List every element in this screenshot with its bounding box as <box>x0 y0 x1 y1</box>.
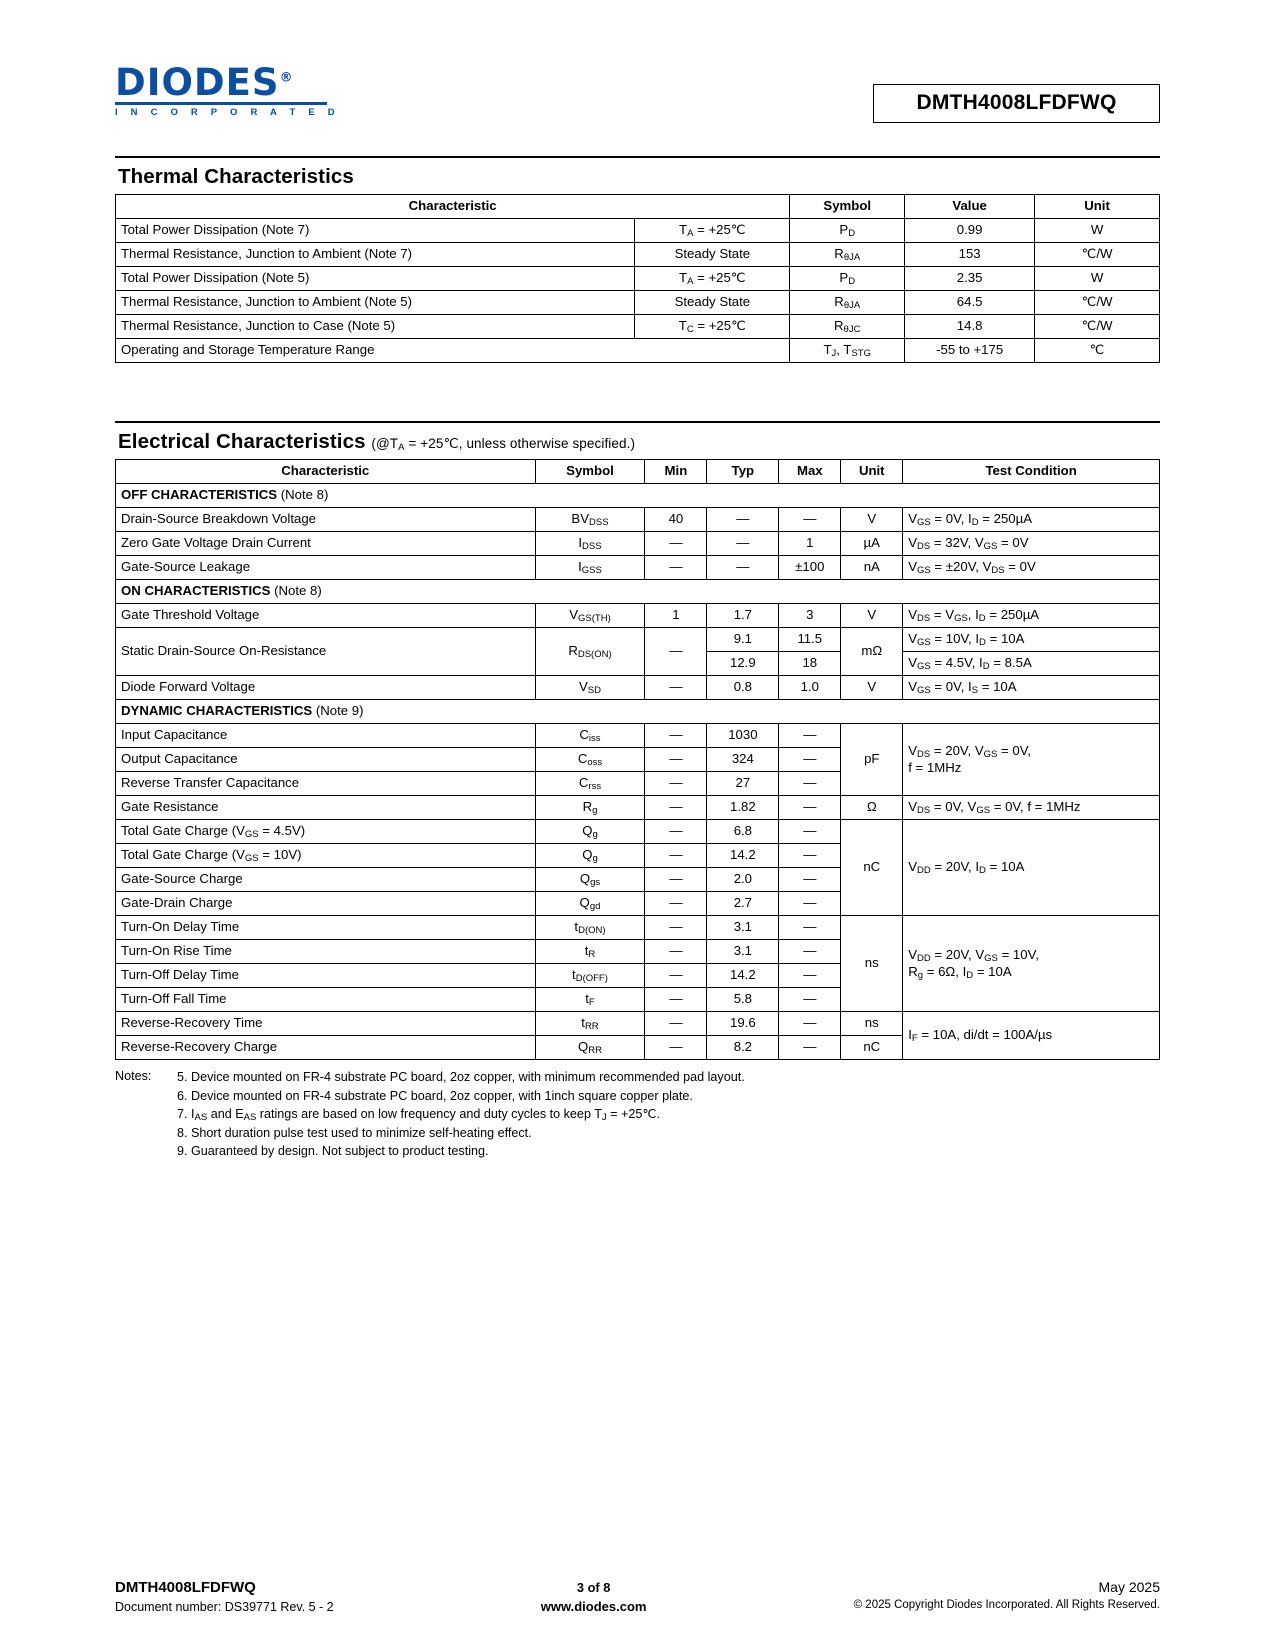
cell-max: 1 <box>779 532 841 556</box>
cell-unit: ℃/W <box>1035 291 1160 315</box>
group-label <box>116 484 1160 508</box>
cell-min: — <box>645 532 707 556</box>
group-note-text: (Note 9) <box>312 703 364 719</box>
cell-condition: Steady State <box>635 243 790 267</box>
electrical-title-text: Electrical Characteristics <box>118 430 366 453</box>
footer-part-number: DMTH4008LFDFWQ <box>115 1579 256 1596</box>
cell-test-condition: $V_{DD} = 20V$, $V_{GS} = 10V$, $R_g = 6\Omega$, $I_D = 10A$ <box>903 916 1160 1012</box>
cell-min: — <box>645 772 707 796</box>
cell-symbol: $I_{DSS}$ <box>535 532 645 556</box>
cell-unit: pF <box>841 724 903 796</box>
cell-min: — <box>645 988 707 1012</box>
table-row <box>116 820 1160 844</box>
cell-max: — <box>779 964 841 988</box>
cell-max: — <box>779 892 841 916</box>
cell-characteristic: Reverse Transfer Capacitance <box>116 772 536 796</box>
notes-section <box>115 1069 1160 1162</box>
table-row <box>116 243 1160 267</box>
cell-unit: ℃/W <box>1035 243 1160 267</box>
cell-typ: 1030 <box>707 724 779 748</box>
cell-characteristic: Turn-Off Delay Time <box>116 964 536 988</box>
cell-test-condition: $V_{DS} = V_{GS}$, $I_D = 250\mu A$ <box>903 604 1160 628</box>
table-row <box>116 724 1160 748</box>
cell-typ: 1.7 <box>707 604 779 628</box>
table-row <box>116 532 1160 556</box>
table-row <box>116 267 1160 291</box>
cell-characteristic: Static Drain-Source On-Resistance <box>116 628 536 676</box>
group-label-text: DYNAMIC CHARACTERISTICS <box>121 703 313 719</box>
cell-unit: nC <box>841 820 903 916</box>
cell-unit: ns <box>841 916 903 1012</box>
cell-max: — <box>779 796 841 820</box>
group-header-off-characteristics <box>116 484 1160 508</box>
cell-characteristic: Gate-Source Charge <box>116 868 536 892</box>
cell-value: 153 <box>905 243 1035 267</box>
cell-typ: 0.8 <box>707 676 779 700</box>
cell-max: — <box>779 724 841 748</box>
cell-unit: V <box>841 604 903 628</box>
cell-min: — <box>645 892 707 916</box>
cell-typ: 2.7 <box>707 892 779 916</box>
cell-test-condition: $V_{GS} = 0V$, $I_D = 250\mu A$ <box>903 508 1160 532</box>
cell-condition: $T_A$ = +25℃ <box>635 219 790 243</box>
cell-characteristic: Turn-On Rise Time <box>116 940 536 964</box>
logo-main-text: DIODES <box>115 61 280 104</box>
cell-condition: $T_C$ = +25℃ <box>635 315 790 339</box>
cell-characteristic: Drain-Source Breakdown Voltage <box>116 508 536 532</box>
group-note-text: (Note 8) <box>270 583 322 599</box>
cell-symbol: $t_R$ <box>535 940 645 964</box>
column-header-unit: Unit <box>841 460 903 484</box>
cell-typ: 8.2 <box>707 1036 779 1060</box>
cell-value: -55 to +175 <box>905 339 1035 363</box>
cell-characteristic: Gate Resistance <box>116 796 536 820</box>
table-row <box>116 1012 1160 1036</box>
column-header-max: Max <box>779 460 841 484</box>
cell-max: — <box>779 940 841 964</box>
cell-unit: ns <box>841 1012 903 1036</box>
footer-document-number: Document number: DS39771 Rev. 5 - 2 <box>115 1600 334 1614</box>
table-row <box>116 315 1160 339</box>
cell-typ: 12.9 <box>707 652 779 676</box>
cell-min: — <box>645 676 707 700</box>
cell-unit: ℃/W <box>1035 315 1160 339</box>
footer-left <box>115 1579 334 1614</box>
cell-symbol: $T_J$, $T_{STG}$ <box>790 339 905 363</box>
cell-characteristic: Reverse-Recovery Charge <box>116 1036 536 1060</box>
group-label-text: OFF CHARACTERISTICS <box>121 487 278 503</box>
cell-typ: 14.2 <box>707 844 779 868</box>
cell-symbol: $P_D$ <box>790 267 905 291</box>
electrical-title-condition: ($@T_A$ = +25℃, unless otherwise specified.) <box>371 436 636 453</box>
list-item: 9. Guaranteed by design. Not subject to product testing. <box>177 1144 489 1158</box>
footer-center <box>541 1580 647 1614</box>
cell-typ: — <box>707 508 779 532</box>
logo-subtext: I N C O R P O R A T E D <box>115 107 340 118</box>
cell-symbol: $R_{\theta JC}$ <box>790 315 905 339</box>
footer-website-link[interactable]: www.diodes.com <box>540 1599 647 1614</box>
cell-symbol: $R_{\theta JA}$ <box>790 243 905 267</box>
cell-characteristic: Total Power Dissipation (Note 7) <box>116 219 635 243</box>
cell-typ: — <box>707 532 779 556</box>
cell-value: 14.8 <box>905 315 1035 339</box>
cell-characteristic: Operating and Storage Temperature Range <box>116 339 790 363</box>
cell-max: — <box>779 1036 841 1060</box>
cell-characteristic: Gate Threshold Voltage <box>116 604 536 628</box>
cell-symbol: $R_g$ <box>535 796 645 820</box>
table-row <box>116 339 1160 363</box>
cell-max: — <box>779 508 841 532</box>
cell-min: — <box>645 724 707 748</box>
cell-max: — <box>779 868 841 892</box>
table-row <box>116 291 1160 315</box>
cell-characteristic: Turn-On Delay Time <box>116 916 536 940</box>
table-header-row <box>116 195 1160 219</box>
cell-symbol: $R_{DS(ON)}$ <box>535 628 645 676</box>
notes-list <box>177 1069 745 1162</box>
cell-min: 40 <box>645 508 707 532</box>
group-header-on-characteristics <box>116 580 1160 604</box>
logo-wordmark <box>115 61 294 104</box>
cell-value: 0.99 <box>905 219 1035 243</box>
cell-test-condition: $I_F = 10A$, di/dt = 100A/µs <box>903 1012 1160 1060</box>
cell-value: 64.5 <box>905 291 1035 315</box>
group-note-text: (Note 8) <box>277 487 329 503</box>
column-header-typ: Typ <box>707 460 779 484</box>
cell-min: — <box>645 556 707 580</box>
cell-symbol: $Q_{RR}$ <box>535 1036 645 1060</box>
table-row <box>116 508 1160 532</box>
cell-max: — <box>779 1012 841 1036</box>
cell-max: — <box>779 988 841 1012</box>
cell-condition: $T_A$ = +25℃ <box>635 267 790 291</box>
cell-test-condition: $V_{GS} = 0V$, $I_S = 10A$ <box>903 676 1160 700</box>
column-header-test-condition: Test Condition <box>903 460 1160 484</box>
cell-typ: 1.82 <box>707 796 779 820</box>
cell-characteristic: Gate-Drain Charge <box>116 892 536 916</box>
cell-characteristic: Thermal Resistance, Junction to Ambient (Note 5) <box>116 291 635 315</box>
cell-min: — <box>645 844 707 868</box>
footer-copyright: © 2025 Copyright Diodes Incorporated. All Rights Reserved. <box>853 1599 1160 1611</box>
cell-condition: Steady State <box>635 291 790 315</box>
cell-typ: 3.1 <box>707 916 779 940</box>
cell-symbol: $t_{RR}$ <box>535 1012 645 1036</box>
cell-unit: Ω <box>841 796 903 820</box>
cell-symbol: $t_F$ <box>535 988 645 1012</box>
cell-min: — <box>645 820 707 844</box>
cell-min: — <box>645 964 707 988</box>
diodes-logo <box>115 61 340 118</box>
cell-max: — <box>779 772 841 796</box>
cell-min: — <box>645 796 707 820</box>
cell-symbol: $C_{rss}$ <box>535 772 645 796</box>
cell-unit: nA <box>841 556 903 580</box>
cell-min: 1 <box>645 604 707 628</box>
column-header-symbol: Symbol <box>790 195 905 219</box>
list-item: 5. Device mounted on FR-4 substrate PC board, 2oz copper, with minimum recommended pad layout. <box>177 1070 745 1084</box>
cell-characteristic: Turn-Off Fall Time <box>116 988 536 1012</box>
cell-symbol: $Q_g$ <box>535 820 645 844</box>
cell-characteristic: Zero Gate Voltage Drain Current <box>116 532 536 556</box>
cell-test-condition: $V_{GS} = \pm 20V$, $V_{DS} = 0V$ <box>903 556 1160 580</box>
cell-typ: 2.0 <box>707 868 779 892</box>
table-header-row <box>116 460 1160 484</box>
cell-characteristic: Reverse-Recovery Time <box>116 1012 536 1036</box>
table-row <box>116 556 1160 580</box>
cell-max: 3 <box>779 604 841 628</box>
cell-test-condition: $V_{DD} = 20V$, $I_D = 10A$ <box>903 820 1160 916</box>
thermal-section-title: Thermal Characteristics <box>118 165 354 188</box>
table-row <box>116 916 1160 940</box>
electrical-section-rule <box>115 421 1160 423</box>
cell-max: 11.5 <box>779 628 841 652</box>
electrical-characteristics-table <box>115 459 1160 1060</box>
cell-typ: 5.8 <box>707 988 779 1012</box>
table-row <box>116 628 1160 652</box>
cell-min: — <box>645 868 707 892</box>
cell-typ: 19.6 <box>707 1012 779 1036</box>
cell-typ: 14.2 <box>707 964 779 988</box>
group-header-dynamic-characteristics <box>116 700 1160 724</box>
table-row <box>116 676 1160 700</box>
cell-typ: 9.1 <box>707 628 779 652</box>
cell-unit: ℃ <box>1035 339 1160 363</box>
cell-unit: V <box>841 676 903 700</box>
notes-label: Notes: <box>115 1069 152 1083</box>
cell-typ: 27 <box>707 772 779 796</box>
cell-characteristic: Input Capacitance <box>116 724 536 748</box>
cell-symbol: $C_{oss}$ <box>535 748 645 772</box>
cell-max: — <box>779 916 841 940</box>
cell-typ: — <box>707 556 779 580</box>
group-label <box>116 580 1160 604</box>
cell-characteristic: Diode Forward Voltage <box>116 676 536 700</box>
cell-symbol: $Q_{gs}$ <box>535 868 645 892</box>
part-number-box: DMTH4008LFDFWQ <box>873 84 1160 123</box>
column-header-characteristic: Characteristic <box>116 460 536 484</box>
table-row <box>116 796 1160 820</box>
group-label <box>116 700 1160 724</box>
cell-test-condition: $V_{DS} = 20V$, $V_{GS} = 0V$, f = 1MHz <box>903 724 1160 796</box>
list-item: 8. Short duration pulse test used to minimize self-heating effect. <box>177 1125 532 1140</box>
cell-min: — <box>645 1036 707 1060</box>
cell-max: — <box>779 748 841 772</box>
registered-trademark-icon: ® <box>279 70 294 86</box>
cell-max: 1.0 <box>779 676 841 700</box>
cell-symbol: $Q_{gd}$ <box>535 892 645 916</box>
cell-symbol: $t_{D(ON)}$ <box>535 916 645 940</box>
footer-row <box>115 1579 1160 1614</box>
cell-typ: 324 <box>707 748 779 772</box>
cell-test-condition: $V_{DS} = 32V$, $V_{GS} = 0V$ <box>903 532 1160 556</box>
cell-symbol: $R_{\theta JA}$ <box>790 291 905 315</box>
column-header-value: Value <box>905 195 1035 219</box>
cell-max: 18 <box>779 652 841 676</box>
cell-min: — <box>645 748 707 772</box>
cell-characteristic: Total Power Dissipation (Note 5) <box>116 267 635 291</box>
footer-page-number: 3 of 8 <box>576 1580 611 1595</box>
cell-test-condition: $V_{GS} = 10V$, $I_D = 10A$ <box>903 628 1160 652</box>
cell-test-condition: $V_{DS} = 0V$, $V_{GS} = 0V$, f = 1MHz <box>903 796 1160 820</box>
cell-characteristic: Thermal Resistance, Junction to Ambient (Note 7) <box>116 243 635 267</box>
cell-min: — <box>645 628 707 676</box>
page-header <box>115 50 1160 130</box>
cell-max: — <box>779 844 841 868</box>
cell-min: — <box>645 1012 707 1036</box>
cell-unit: W <box>1035 267 1160 291</box>
column-header-min: Min <box>645 460 707 484</box>
cell-min: — <box>645 940 707 964</box>
cell-test-condition: $V_{GS} = 4.5V$, $I_D = 8.5A$ <box>903 652 1160 676</box>
footer-date: May 2025 <box>1098 1579 1160 1595</box>
cell-characteristic: Output Capacitance <box>116 748 536 772</box>
thermal-section-rule <box>115 156 1160 158</box>
table-row <box>116 604 1160 628</box>
column-header-symbol: Symbol <box>535 460 645 484</box>
cell-characteristic: Total Gate Charge $(V_{GS} = 10V)$ <box>116 844 536 868</box>
cell-unit: µA <box>841 532 903 556</box>
cell-max: — <box>779 820 841 844</box>
list-item: 7. $I_{AS}$ and $E_{AS}$ ratings are based on low frequency and duty cycles to keep $T_J$ = +25℃. <box>177 1107 661 1123</box>
cell-unit: nC <box>841 1036 903 1060</box>
cell-symbol: $C_{iss}$ <box>535 724 645 748</box>
table-row <box>116 219 1160 243</box>
cell-symbol: $V_{SD}$ <box>535 676 645 700</box>
cell-characteristic: Total Gate Charge $(V_{GS} = 4.5V)$ <box>116 820 536 844</box>
thermal-characteristics-table <box>115 194 1160 363</box>
cell-symbol: $Q_g$ <box>535 844 645 868</box>
cell-characteristic: Thermal Resistance, Junction to Case (Note 5) <box>116 315 635 339</box>
cell-typ: 6.8 <box>707 820 779 844</box>
footer-right <box>854 1579 1160 1611</box>
cell-symbol: $V_{GS(TH)}$ <box>535 604 645 628</box>
cell-unit: mΩ <box>841 628 903 676</box>
cell-symbol: $I_{GSS}$ <box>535 556 645 580</box>
cell-max: ±100 <box>779 556 841 580</box>
list-item: 6. Device mounted on FR-4 substrate PC board, 2oz copper, with 1inch square copper plate. <box>177 1088 693 1103</box>
cell-unit: W <box>1035 219 1160 243</box>
electrical-section-title <box>118 430 1160 454</box>
group-label-text: ON CHARACTERISTICS <box>121 583 271 599</box>
column-header-characteristic: Characteristic <box>116 195 790 219</box>
cell-symbol: $t_{D(OFF)}$ <box>535 964 645 988</box>
cell-typ: 3.1 <box>707 940 779 964</box>
page-footer <box>115 1579 1160 1614</box>
cell-min: — <box>645 916 707 940</box>
cell-symbol: $P_D$ <box>790 219 905 243</box>
cell-unit: V <box>841 508 903 532</box>
column-header-unit: Unit <box>1035 195 1160 219</box>
cell-symbol: $BV_{DSS}$ <box>535 508 645 532</box>
cell-value: 2.35 <box>905 267 1035 291</box>
cell-characteristic: Gate-Source Leakage <box>116 556 536 580</box>
